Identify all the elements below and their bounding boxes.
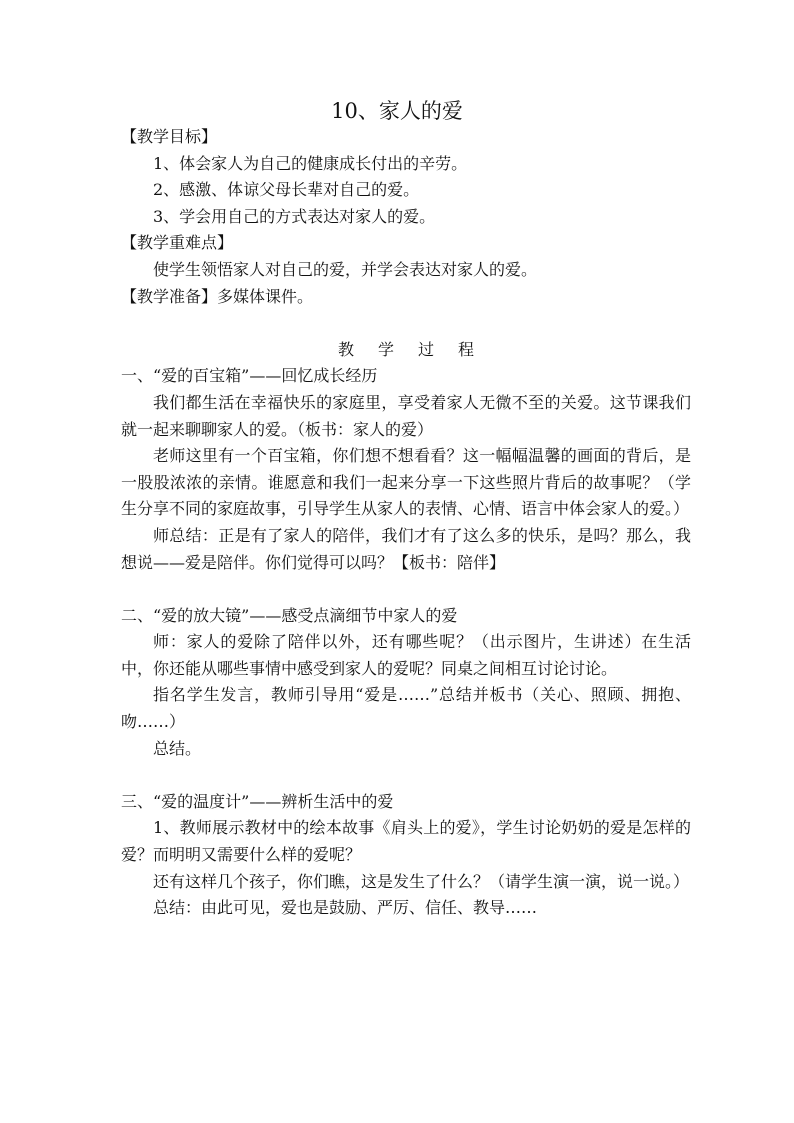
- key-heading: 【教学重难点】: [121, 233, 234, 253]
- section-2-paragraph: 师：家人的爱除了陪伴以外，还有哪些呢？（出示图片，生讲述）在生活中，你还能从哪些事情中感受到家人的爱呢？同桌之间相互讨论讨论。: [121, 632, 691, 678]
- goal-item: 2、感激、体谅父母长辈对自己的爱。: [153, 180, 420, 200]
- section-1-heading: 一、“爱的百宝箱”——回忆成长经历: [121, 366, 378, 386]
- process-heading-text: 教学过程: [337, 339, 498, 359]
- goal-heading: 【教学目标】: [121, 127, 218, 146]
- goal-item: 3、学会用自己的方式表达对家人的爱。: [153, 206, 436, 226]
- goal-item: 1、体会家人为自己的健康成长付出的辛劳。: [153, 153, 468, 173]
- section-3-paragraph: 总结：由此可见，爱也是鼓励、严厉、信任、教导……: [153, 898, 538, 918]
- blank-line: [121, 310, 691, 337]
- section-2-paragraph: 指名学生发言，教师引导用“爱是……”总结并板书（关心、照顾、拥抱、吻……）: [121, 685, 691, 732]
- section-2-paragraph: 总结。: [153, 738, 202, 758]
- section-3-paragraph: 还有这样几个孩子，你们瞧，这是发生了什么？（请学生演一演，说一说。）: [153, 871, 690, 891]
- section-1-paragraph: 师总结：正是有了家人的陪伴，我们才有了这么多的快乐，是吗？那么，我想说——爱是陪伴。你们觉得可以吗？【板书：陪伴】: [121, 525, 691, 572]
- blank-line: [121, 762, 691, 789]
- document-body: [121, 124, 691, 922]
- prep-text: 【教学准备】多媒体课件。: [121, 286, 314, 306]
- section-1-paragraph: 老师这里有一个百宝箱，你们想不想看看？这一幅幅温馨的画面的背后，是一股股浓浓的亲情。谁愿意和我们一起来分享一下这些照片背后的故事呢？（学生分享不同的家庭故事，引导学生从家人的表情、心情、语言中体会家人的爱。）: [121, 446, 691, 519]
- key-text: 使学生领悟家人对自己的爱，并学会表达对家人的爱。: [153, 259, 538, 279]
- page-title: 10、家人的爱: [331, 99, 463, 123]
- section-3-paragraph: 1、教师展示教材中的绘本故事《肩头上的爱》，学生讨论奶奶的爱是怎样的爱？而明明又需要什么样的爱呢？: [121, 818, 691, 865]
- process-heading: [121, 337, 691, 364]
- section-2-heading: 二、“爱的放大镜”——感受点滴细节中家人的爱: [121, 605, 458, 625]
- blank-line: [121, 576, 691, 603]
- section-1-paragraph: 我们都生活在幸福快乐的家庭里，享受着家人无微不至的关爱。这节课我们就一起来聊聊家人的爱。（板书：家人的爱）: [121, 392, 691, 439]
- section-3-heading: 三、“爱的温度计”——辨析生活中的爱: [121, 791, 394, 811]
